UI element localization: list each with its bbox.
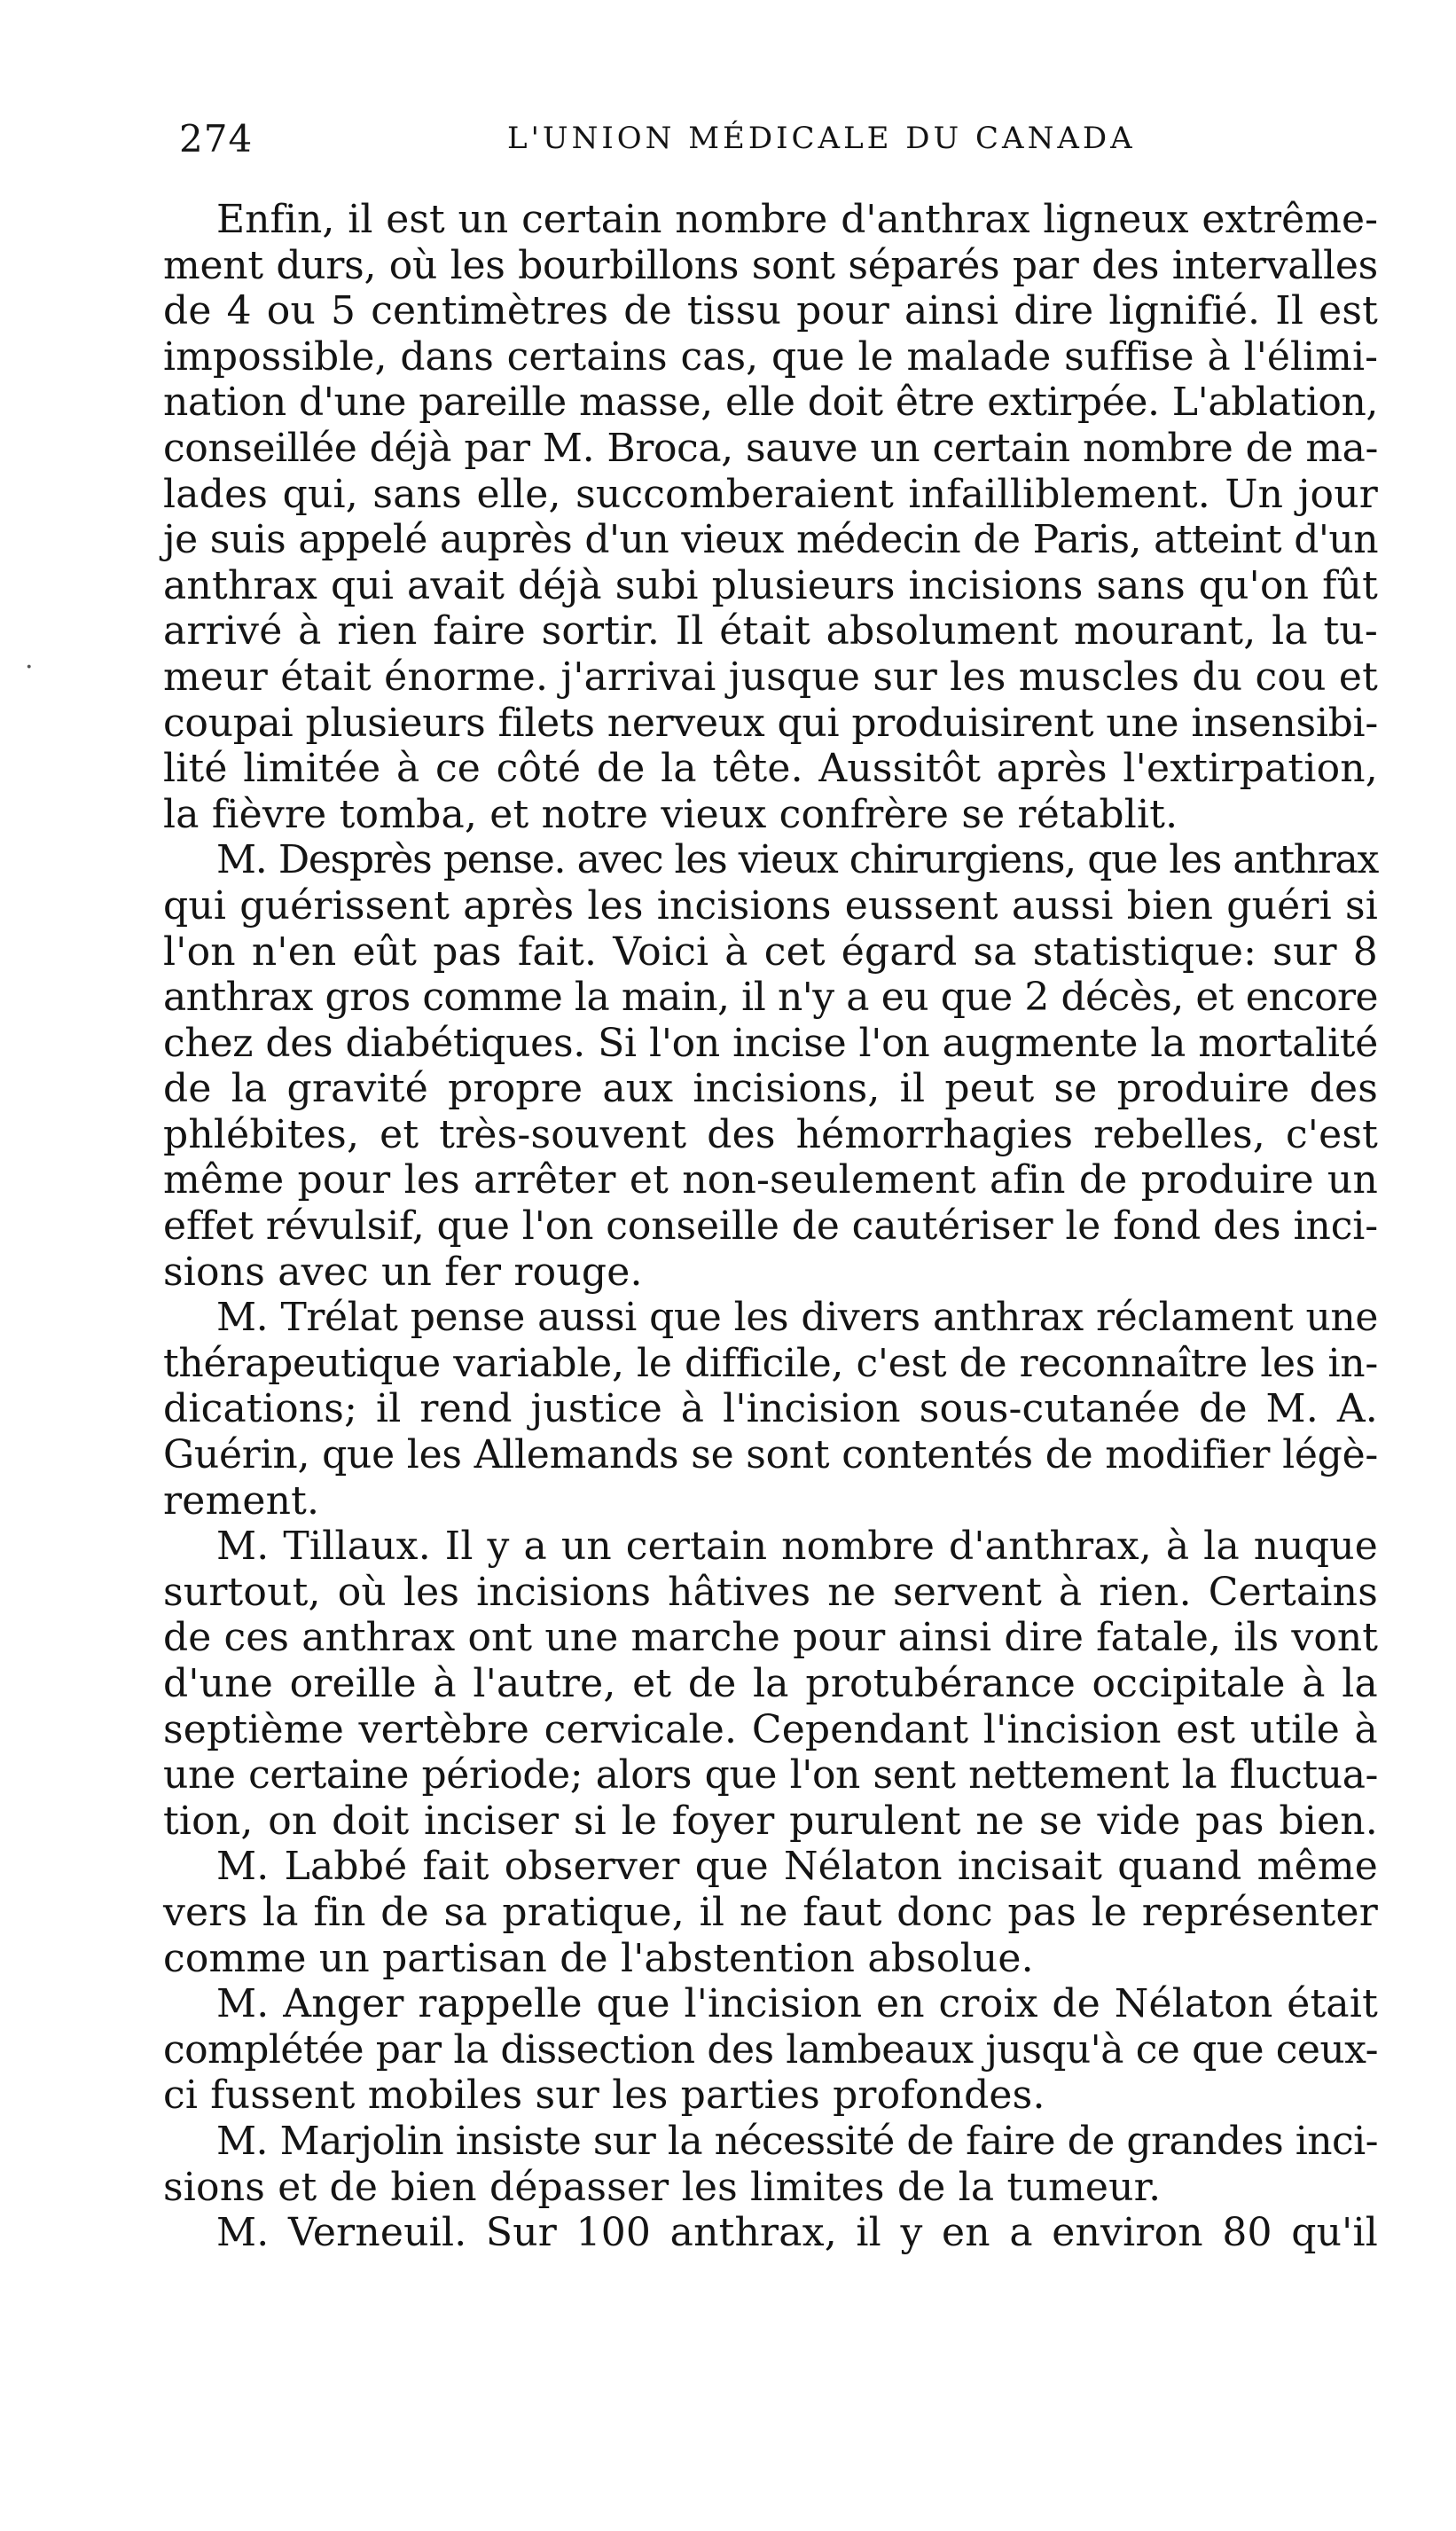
text-line: chez des diabétiques. Si l'on incise l'on augmente la mortalité [163,1020,1378,1066]
text-line: complétée par la dissection des lambeaux jusqu'à ce que ceux- [163,2026,1378,2073]
text-line: conseillée déjà par M. Broca, sauve un certain nombre de ma- [163,425,1378,471]
text-line: l'on n'en eût pas fait. Voici à cet égard sa statistique: sur 8 [163,929,1378,975]
text-line: nation d'une pareille masse, elle doit être extirpée. L'ablation, [163,380,1378,426]
text-line: Guérin, que les Allemands se sont contentés de modifier légè- [163,1432,1378,1478]
text-line: qui guérissent après les incisions eussent aussi bien guéri si [163,882,1378,929]
text-line: impossible, dans certains cas, que le malade suffise à l'élimi- [163,333,1378,380]
text-line: comme un partisan de l'abstention absolue. [163,1935,1034,1981]
text-line: anthrax gros comme la main, il n'y a eu que 2 décès, et encore [163,975,1378,1021]
text-line: je suis appelé auprès d'un vieux médecin de Paris, atteint d'un [163,517,1378,563]
body-text [163,197,1378,2256]
text-line: sions avec un fer rouge. [163,1249,643,1295]
text-line: meur était énorme. j'arrivai jusque sur les muscles du cou et [163,654,1378,700]
text-line: M. Trélat pense aussi que les divers anthrax réclament une [216,1295,1378,1341]
text-line: surtout, où les incisions hâtives ne servent à rien. Certains [163,1569,1378,1615]
text-line: thérapeutique variable, le difficile, c'est de reconnaître les in- [163,1340,1378,1386]
text-line: lades qui, sans elle, succomberaient infailliblement. Un jour [163,471,1378,517]
text-line: M. Tillaux. Il y a un certain nombre d'anthrax, à la nuque [216,1524,1378,1570]
text-line: M. Verneuil. Sur 100 anthrax, il y en a environ 80 qu'il [216,2210,1378,2256]
text-line: de la gravité propre aux incisions, il peut se produire des [163,1066,1378,1112]
text-line: septième vertèbre cervicale. Cependant l'incision est utile à [163,1706,1378,1752]
text-line: la fièvre tomba, et notre vieux confrère se rétablit. [163,791,1178,837]
text-line: coupai plusieurs filets nerveux qui produisirent une insensibi- [163,700,1378,746]
text-line: M. Labbé fait observer que Nélaton incisait quand même [216,1844,1378,1890]
text-line: d'une oreille à l'autre, et de la protubérance occipitale à la [163,1661,1378,1706]
running-head [0,117,1456,170]
text-line: ment durs, où les bourbillons sont séparés par des intervalles [163,242,1378,288]
text-line: anthrax qui avait déjà subi plusieurs incisions sans qu'on fût [163,562,1378,608]
text-line: une certaine période; alors que l'on sent nettement la fluctua- [163,1752,1378,1798]
text-line: ci fussent mobiles sur les parties profondes. [163,2073,1045,2119]
text-line: de 4 ou 5 centimètres de tissu pour ainsi dire lignifié. Il est [163,288,1378,334]
text-line: effet révulsif, que l'on conseille de cautériser le fond des inci- [163,1203,1378,1250]
text-line: même pour les arrêter et non-seulement afin de produire un [163,1157,1378,1203]
text-line: phlébites, et très-souvent des hémorrhagies rebelles, c'est [163,1111,1378,1157]
text-line: M. Marjolin insiste sur la nécessité de faire de grandes inci- [216,2118,1378,2164]
margin-dot: · [25,652,34,683]
text-line: sions et de bien dépasser les limites de la tumeur. [163,2164,1162,2210]
text-line: M. Anger rappelle que l'incision en croix de Nélaton était [216,1981,1378,2027]
text-line: rement. [163,1477,320,1524]
text-line: dications; il rend justice à l'incision sous-cutanée de M. A. [163,1386,1378,1432]
text-line: arrivé à rien faire sortir. Il était absolument mourant, la tu- [163,608,1378,654]
text-line: tion, on doit inciser si le foyer purulent ne se vide pas bien. [163,1798,1378,1844]
text-line: M. Desprès pense. avec les vieux chirurgiens, que les anthrax [216,837,1378,883]
text-line: vers la fin de sa pratique, il ne faut donc pas le représenter [163,1889,1378,1935]
text-line: lité limitée à ce côté de la tête. Aussitôt après l'extirpation, [163,746,1378,792]
text-line: de ces anthrax ont une marche pour ainsi dire fatale, ils vont [163,1615,1378,1661]
journal-title: L'UNION MÉDICALE DU CANADA [507,121,1136,156]
page-number: 274 [179,117,254,161]
text-line: Enfin, il est un certain nombre d'anthrax ligneux extrême- [216,197,1378,242]
